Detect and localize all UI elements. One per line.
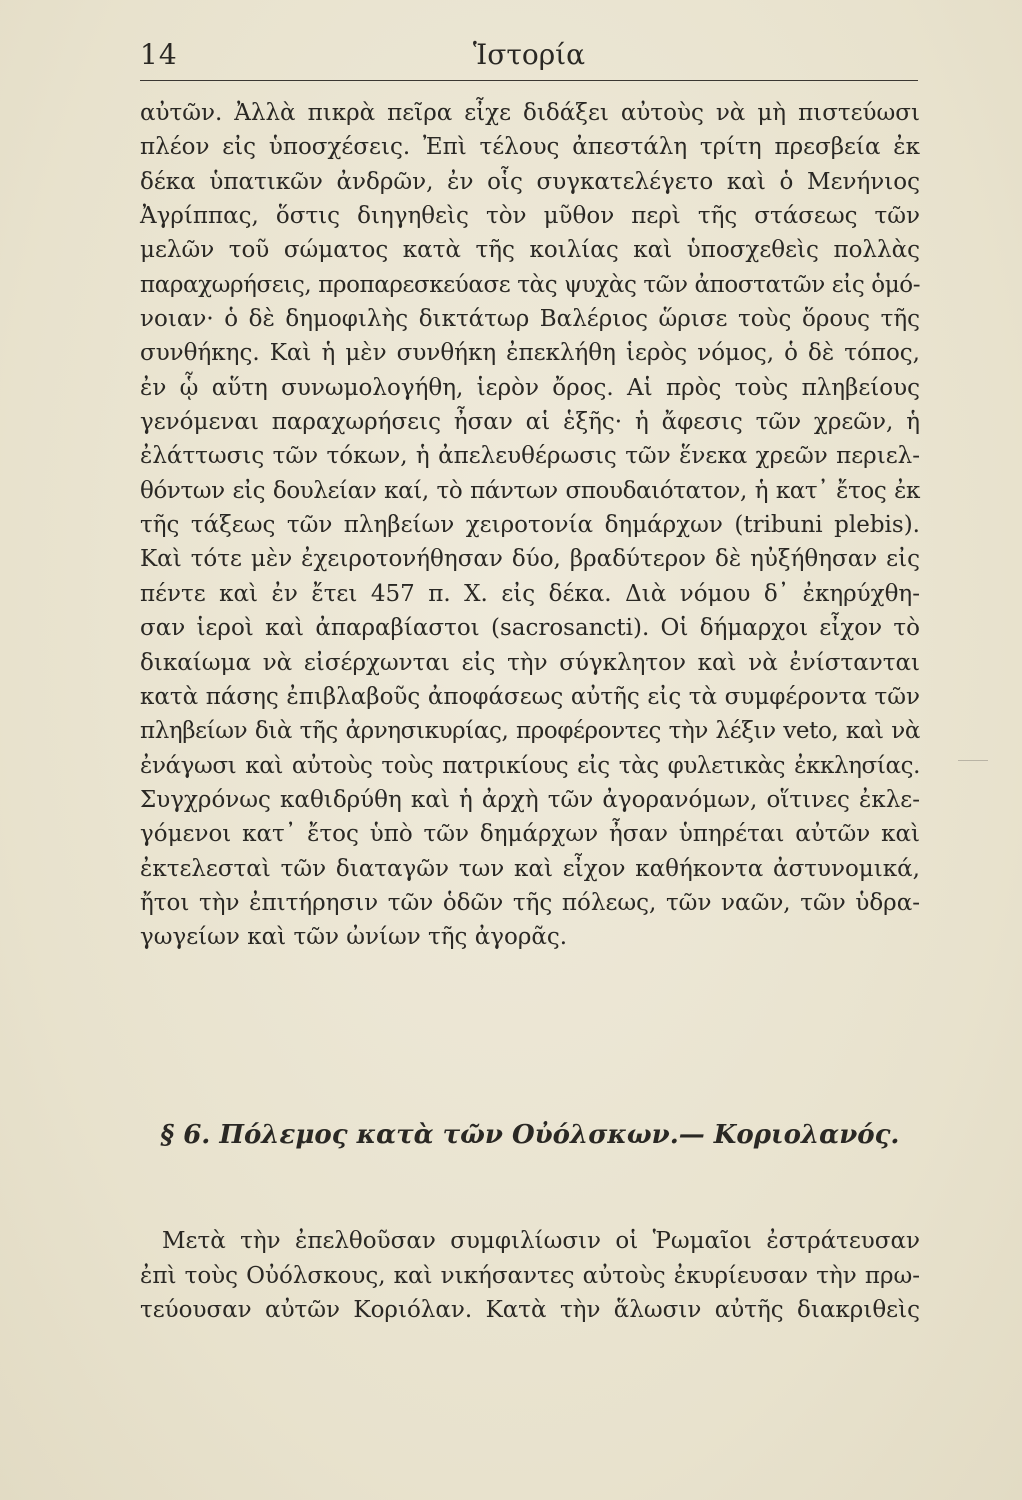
text-line: παραχωρήσεις, προπαρεσκεύασε τὰς ψυχὰς τῶν ἀποστατῶν εἰς ὁμό- [140,271,921,298]
text-line: ἐλάττωσις τῶν τόκων, ἡ ἀπελευθέρωσις τῶν ἕνεκα χρεῶν περιελ- [140,443,920,470]
text-line: νοιαν· ὁ δὲ δημοφιλὴς δικτάτωρ Βαλέριος ὥρισε τοὺς ὅρους τῆς [140,306,920,333]
text-line: πληβείων διὰ τῆς ἀρνησικυρίας, προφέροντες τὴν λέξιν veto, καὶ νὰ [140,718,920,745]
text-line: πέντε καὶ ἐν ἔτει 457 π. Χ. εἰς δέκα. Διὰ νόμου δ᾽ ἐκηρύχθη- [140,580,920,607]
text-line: ἤτοι τὴν ἐπιτήρησιν τῶν ὁδῶν τῆς πόλεως, τῶν ναῶν, τῶν ὑδρα- [140,889,920,916]
text-line: συνθήκης. Καὶ ἡ μὲν συνθήκη ἐπεκλήθη ἱερὸς νόμος, ὁ δὲ τόπος, [140,340,920,367]
text-line: ἐν ᾧ αὕτη συνωμολογήθη, ἱερὸν ὄρος. Αἱ πρὸς τοὺς πληβείους [140,374,920,401]
text-line: γενόμεναι παραχωρήσεις ἦσαν αἱ ἑξῆς· ἡ ἄφεσις τῶν χρεῶν, ἡ [140,409,920,436]
text-line: γόμενοι κατ᾽ ἔτος ὑπὸ τῶν δημάρχων ἦσαν ὑπηρέται αὐτῶν καὶ [140,821,920,848]
text-line: πλέον εἰς ὑποσχέσεις. Ἐπὶ τέλους ἀπεστάλη τρίτη πρεσβεία ἐκ [140,134,920,161]
text-line: κατὰ πάσης ἐπιβλαβοῦς ἀποφάσεως αὐτῆς εἰς τὰ συμφέροντα τῶν [140,683,920,710]
margin-mark [958,760,988,761]
text-line: σαν ἱεροὶ καὶ ἀπαραβίαστοι (sacrosancti). Οἱ δήμαρχοι εἶχον τὸ [140,615,920,642]
text-line: τεύουσαν αὐτῶν Κοριόλαν. Κατὰ τὴν ἅλωσιν αὐτῆς διακριθεὶς [140,1297,920,1323]
page-header [140,38,918,78]
main-paragraph [140,96,920,955]
text-line: Συγχρόνως καθιδρύθη καὶ ἡ ἀρχὴ τῶν ἀγορανόμων, οἵτινες ἐκλε- [140,786,920,813]
text-line: αὐτῶν. Ἀλλὰ πικρὰ πεῖρα εἶχε διδάξει αὐτοὺς νὰ μὴ πιστεύωσι [140,100,920,126]
text-line: ἐκτελεσταὶ τῶν διαταγῶν των καὶ εἶχον καθήκοντα ἀστυνομικά, [140,855,920,882]
text-line: θόντων εἰς δουλείαν καί, τὸ πάντων σπουδαιότατον, ἡ κατ᾽ ἔτος ἐκ [140,477,920,504]
text-line: μελῶν τοῦ σώματος κατὰ τῆς κοιλίας καὶ ὑποσχεθεὶς πολλὰς [140,237,920,264]
text-line: Ἀγρίππας, ὅστις διηγηθεὶς τὸν μῦθον περὶ τῆς στάσεως τῶν [140,203,920,230]
text-line: δέκα ὑπατικῶν ἀνδρῶν, ἐν οἷς συγκατελέγετο καὶ ὁ Μενήνιος [140,168,920,195]
text-line: τῆς τάξεως τῶν πληβείων χειροτονία δημάρχων (tribuni plebis). [140,512,920,539]
header-rule [140,80,918,81]
text-line: Μετὰ τὴν ἐπελθοῦσαν συμφιλίωσιν οἱ Ῥωμαῖοι ἐστράτευσαν [162,1228,920,1254]
page-number: 14 [140,38,178,71]
text-line: ἐπὶ τοὺς Οὐόλσκους, καὶ νικήσαντες αὐτοὺς ἐκυρίευσαν τὴν πρω- [140,1262,920,1289]
running-title: Ἱστορία [472,38,586,71]
text-line: δικαίωμα νὰ εἰσέρχωνται εἰς τὴν σύγκλητον καὶ νὰ ἐνίστανται [140,649,920,676]
section-paragraph [140,1224,920,1328]
text-line: Καὶ τότε μὲν ἐχειροτονήθησαν δύο, βραδύτερον δὲ ηὐξήθησαν εἰς [140,546,920,573]
section-heading: § 6. Πόλεμος κατὰ τῶν Οὐόλσκων.— Κοριολανός. [160,1120,900,1150]
text-line: γωγείων καὶ τῶν ὠνίων τῆς ἀγορᾶς. [140,924,568,951]
text-line: ἐνάγωσι καὶ αὐτοὺς τοὺς πατρικίους εἰς τὰς φυλετικὰς ἐκκλησίας. [140,752,920,779]
